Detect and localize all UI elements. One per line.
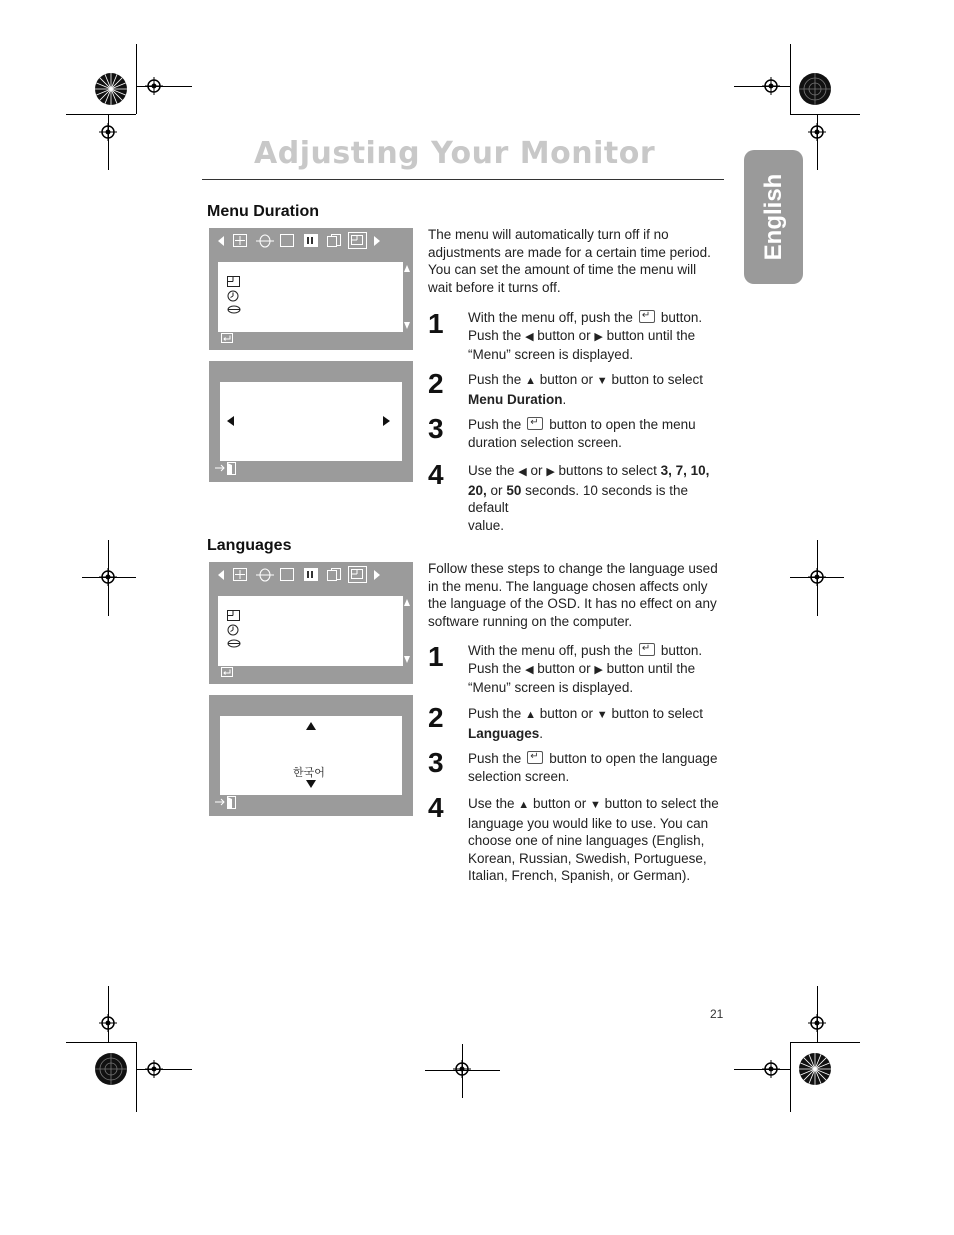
step-text: .: [562, 391, 567, 407]
step-text: Push the: [468, 417, 522, 432]
up-arrow-icon: [306, 722, 316, 730]
enter-button-icon: [527, 417, 543, 430]
up-arrow-icon: ▲: [518, 799, 530, 811]
starburst-icon: [94, 1052, 128, 1086]
side-tab-label: English: [759, 173, 787, 261]
step-bold-text: 3, 7, 10,: [660, 463, 710, 478]
setup-icon: [348, 566, 367, 583]
osd-icon-bar: [209, 228, 413, 254]
lips-icon: [227, 305, 241, 314]
exit-icon: [215, 462, 237, 475]
right-arrow-icon: [383, 416, 390, 426]
step-number: 3: [428, 747, 444, 778]
size-icon: [256, 568, 274, 581]
down-arrow-icon: [306, 780, 316, 788]
crosshair-icon: [762, 1060, 780, 1078]
crosshair-icon: [145, 77, 163, 95]
step-text: button to open the menu: [549, 417, 696, 432]
step-text: Use the: [468, 796, 515, 811]
starburst-icon: [94, 72, 128, 106]
screen-icon: [280, 234, 294, 247]
menu-icon: [227, 276, 240, 287]
step-text: button to select the: [604, 796, 719, 811]
position-icon: [233, 234, 247, 247]
position-icon: [233, 568, 247, 581]
crosshair-icon: [762, 77, 780, 95]
page-number: 21: [710, 1007, 724, 1021]
languages-step-2: [468, 705, 720, 742]
starburst-icon: [798, 1052, 832, 1086]
step-text: buttons to select: [558, 463, 657, 478]
step-text: selection screen.: [468, 768, 570, 784]
size-icon: [256, 234, 274, 247]
page-title: Adjusting Your Monitor: [254, 136, 656, 171]
crosshair-icon: [99, 123, 117, 141]
exit-icon: [215, 796, 237, 809]
step-text: button to open the language: [549, 751, 718, 766]
step-number: 1: [428, 308, 444, 339]
crosshair-icon: [99, 568, 117, 586]
step-text: or: [530, 463, 543, 478]
enter-icon: [221, 667, 233, 677]
menu-duration-step-3: [468, 416, 720, 451]
setup-icon: [348, 232, 367, 249]
scroll-up-arrow-icon: [404, 599, 410, 606]
down-arrow-icon: ▼: [590, 799, 601, 811]
step-text: .: [539, 725, 544, 741]
languages-step-4: [468, 795, 720, 885]
step-text: “Menu” screen is displayed.: [468, 680, 634, 695]
crosshair-icon: [808, 568, 826, 586]
osd-icon-bar: [209, 562, 413, 588]
enter-button-icon: [527, 751, 543, 764]
scroll-down-arrow-icon: [404, 656, 410, 663]
step-text: seconds. 10 seconds is the default: [468, 482, 688, 515]
languages-intro: Follow these steps to change the language used in the menu. The language chosen affects only the language of the OSD. It has no effect on any software running on the computer.: [428, 561, 718, 629]
osd-main-menu-screen: [209, 228, 413, 350]
left-arrow-icon: ◀: [525, 330, 534, 343]
right-arrow-icon: ▶: [594, 330, 603, 343]
step-number: 2: [428, 368, 444, 399]
languages-step-3: [468, 750, 720, 785]
step-text: button or: [532, 796, 587, 811]
language-side-tab: [744, 150, 803, 284]
osd-duration-panel: [220, 382, 402, 461]
crosshair-icon: [99, 1014, 117, 1032]
step-text: button.: [660, 310, 703, 325]
step-text: button to select: [611, 706, 703, 721]
step-text: Push the: [468, 660, 522, 676]
color-icon: [327, 568, 341, 581]
step-text: language you would like to use. You can: [468, 815, 709, 831]
korean-language-option: 한국어: [293, 766, 325, 779]
step-number: 1: [428, 641, 444, 672]
menu-icon: [227, 610, 240, 621]
starburst-icon: [798, 72, 832, 106]
left-arrow-icon: [227, 416, 234, 426]
step-number: 3: [428, 413, 444, 444]
brightness-icon: [304, 568, 318, 581]
osd-language-select-screen: [209, 695, 413, 816]
screen-icon: [280, 568, 294, 581]
step-text: Push the: [468, 751, 522, 766]
osd-menu-panel: [218, 596, 403, 666]
step-text: button or: [537, 660, 591, 676]
crosshair-icon: [453, 1060, 471, 1078]
osd-duration-select-screen: [209, 361, 413, 482]
osd-main-menu-screen: [209, 562, 413, 684]
step-text: button.: [660, 643, 703, 658]
step-text: or: [490, 482, 503, 498]
crosshair-icon: [808, 1014, 826, 1032]
section-heading-languages: Languages: [207, 537, 292, 554]
step-text: button to select: [611, 372, 703, 387]
brightness-icon: [304, 234, 318, 247]
step-bold-text: 50: [506, 482, 522, 498]
clock-icon: [227, 624, 239, 636]
enter-button-icon: [639, 310, 655, 323]
step-text: duration selection screen.: [468, 434, 622, 450]
menu-duration-step-2: [468, 371, 720, 408]
enter-button-icon: [639, 643, 655, 656]
crosshair-icon: [808, 123, 826, 141]
title-divider: [202, 179, 724, 180]
menu-duration-intro: The menu will automatically turn off if no adjustments are made for a certain time period. You can set the amount of time the menu will wait before it turns off.: [428, 227, 711, 295]
right-arrow-icon: [374, 570, 380, 580]
step-text: choose one of nine languages (English,: [468, 833, 705, 848]
step-text: button or: [539, 372, 594, 387]
left-arrow-icon: [218, 236, 224, 246]
step-text: button or: [539, 706, 594, 721]
scroll-down-arrow-icon: [404, 322, 410, 329]
step-text: With the menu off, push the: [468, 643, 633, 658]
step-text: Korean, Russian, Swedish, Portuguese,: [468, 850, 707, 866]
step-text: value.: [468, 517, 505, 533]
section-heading-menu-duration: Menu Duration: [207, 203, 319, 220]
scroll-up-arrow-icon: [404, 265, 410, 272]
down-arrow-icon: ▼: [596, 375, 608, 387]
step-text: button until the: [606, 327, 696, 343]
step-text: Push the: [468, 327, 522, 343]
step-text: Push the: [468, 706, 522, 721]
left-arrow-icon: [218, 570, 224, 580]
step-number: 4: [428, 459, 444, 490]
menu-duration-step-1: [468, 309, 720, 364]
step-bold-text: Languages: [468, 725, 540, 741]
step-text: “Menu” screen is displayed.: [468, 347, 634, 362]
up-arrow-icon: ▲: [525, 709, 536, 721]
crosshair-icon: [145, 1060, 163, 1078]
step-text: button until the: [606, 660, 696, 676]
enter-icon: [221, 333, 233, 343]
step-text: Italian, French, Spanish, or German).: [468, 868, 691, 883]
step-text: With the menu off, push the: [468, 310, 633, 325]
step-text: Use the: [468, 463, 515, 478]
step-number: 4: [428, 792, 444, 823]
languages-step-1: [468, 642, 720, 697]
step-text: button or: [537, 327, 591, 343]
step-text: Push the: [468, 372, 522, 387]
step-number: 2: [428, 702, 444, 733]
up-arrow-icon: ▲: [525, 375, 536, 387]
right-arrow-icon: ▶: [546, 466, 555, 478]
left-arrow-icon: ◀: [518, 466, 527, 478]
osd-language-panel: [220, 716, 402, 795]
step-bold-text: 20,: [468, 482, 487, 498]
lips-icon: [227, 639, 241, 648]
menu-duration-step-4: [468, 462, 720, 534]
down-arrow-icon: ▼: [596, 709, 608, 721]
step-bold-text: Menu Duration: [468, 391, 563, 407]
osd-menu-panel: [218, 262, 403, 332]
right-arrow-icon: [374, 236, 380, 246]
color-icon: [327, 234, 341, 247]
clock-icon: [227, 290, 239, 302]
right-arrow-icon: ▶: [594, 663, 603, 676]
left-arrow-icon: ◀: [525, 663, 534, 676]
